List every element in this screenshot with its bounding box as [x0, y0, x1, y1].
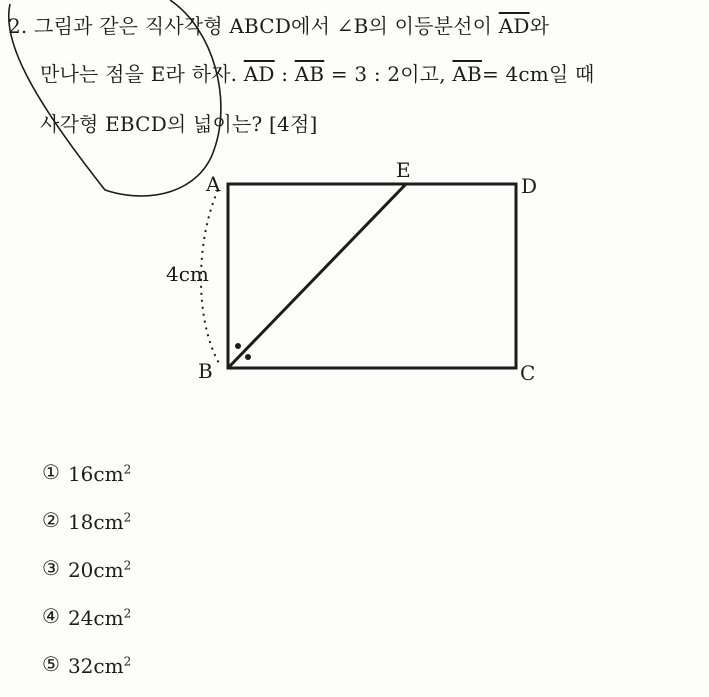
choice-number: ⑤ [42, 652, 60, 676]
choice-3[interactable] [42, 558, 131, 582]
choice-value: 20 [67, 558, 94, 582]
choice-number: ① [42, 460, 60, 484]
choice-unit: cm [93, 558, 124, 582]
label-d: D [521, 174, 538, 198]
choice-number: ④ [42, 604, 60, 628]
choice-1[interactable] [42, 462, 131, 486]
ratio-value: = 3 : 2이고, [324, 62, 446, 86]
label-c: C [520, 361, 536, 385]
segment-ab-ratio: $\overline{AB}$ [294, 62, 325, 86]
ratio-separator: : [274, 62, 295, 86]
segment-ad: $\overline{AD}$ [498, 14, 530, 38]
label-e: E [396, 158, 411, 182]
choice-exponent: 2 [123, 510, 132, 525]
side-length-label: 4cm [166, 262, 209, 286]
choice-unit: cm [93, 654, 124, 678]
choice-number: ② [42, 508, 60, 532]
segment-ab-length: $\overline{AB}$ [452, 62, 482, 86]
choice-unit: cm [93, 606, 124, 630]
choice-exponent: 2 [123, 606, 132, 621]
segment-ad-ratio: $\overline{AD}$ [243, 62, 275, 86]
label-a: A [206, 172, 221, 196]
choice-exponent: 2 [123, 654, 132, 669]
choice-value: 32 [67, 654, 94, 678]
question-number: 2. [8, 14, 28, 38]
choice-exponent: 2 [123, 558, 132, 573]
angle-mark-2 [245, 354, 251, 360]
choice-unit: cm [93, 462, 124, 486]
bisector-be [228, 184, 406, 368]
pencil-circle-mark [9, 0, 221, 196]
choice-unit: cm [93, 510, 124, 534]
label-b: B [198, 359, 213, 383]
rectangle-abcd [228, 184, 516, 368]
choice-4[interactable] [42, 606, 131, 630]
choice-exponent: 2 [123, 462, 132, 477]
choice-5[interactable] [42, 654, 131, 678]
choice-2[interactable] [42, 510, 131, 534]
choice-value: 24 [67, 606, 94, 630]
question-text-1b: 와 [529, 14, 550, 38]
choice-value: 16 [67, 462, 94, 486]
question-text-2b: = 4cm일 때 [481, 62, 595, 86]
choice-value: 18 [67, 510, 94, 534]
question-text-3: 사각형 EBCD의 넓이는? [4점] [40, 112, 318, 136]
angle-mark-1 [235, 343, 241, 349]
choice-number: ③ [42, 556, 60, 580]
question-text-2a: 만나는 점을 E라 하자. [40, 62, 238, 86]
question-text-1a: 그림과 같은 직사각형 ABCD에서 ∠B의 이등분선이 [34, 14, 493, 38]
